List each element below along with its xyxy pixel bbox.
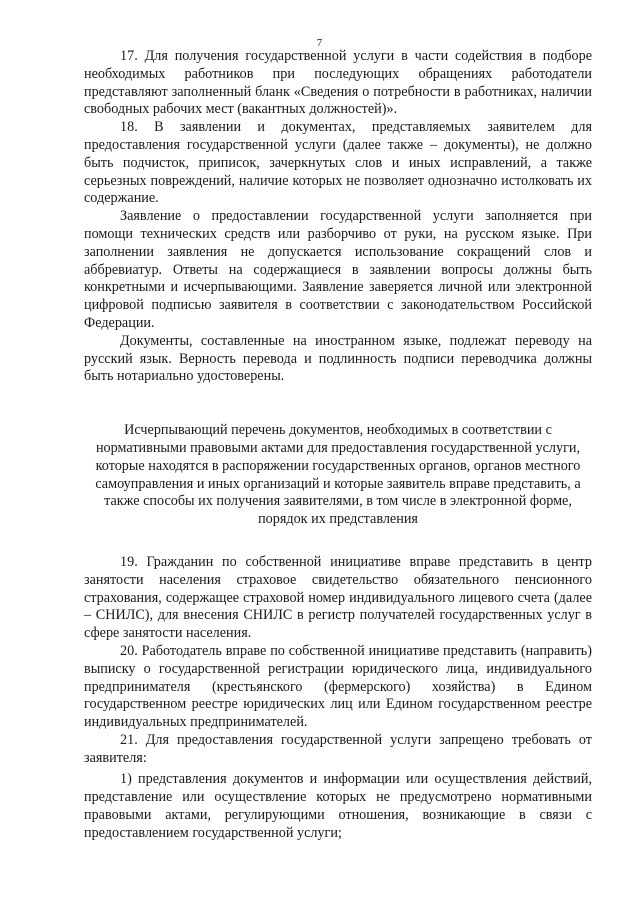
paragraph-21: 21. Для предоставления государственной услуги запрещено требовать от заявителя: <box>84 731 592 766</box>
section-heading: Исчерпывающий перечень документов, необходимых в соответствии с нормативными правовыми актами для предоставления государственной услуги, которые находятся в распоряжении государственных органов, органов местного самоуправления и иных организаций и которые заявитель вправе представить, а также способы их получения заявителями, в том числе в электронной форме, порядок их представления <box>95 422 581 528</box>
paragraph-application-filling: Заявление о предоставлении государственной услуги заполняется при помощи технических средств или разборчиво от руки, на русском языке. При заполнении заявления не допускается использование сокращений слов и аббревиатур. Ответы на содержащиеся в заявлении вопросы должны быть конкретными и исчерпывающими. Заявление заверяется личной или электронной цифровой подписью заявителя в соответствии с законодательством Российской Федерации. <box>84 208 592 331</box>
paragraph-17: 17. Для получения государственной услуги в части содействия в подборе необходимых работников при последующих обращениях работодатели представляют заполненный бланк «Сведения о потребности в работниках, наличии свободных рабочих мест (вакантных должностей)». <box>84 48 592 118</box>
paragraph-20: 20. Работодатель вправе по собственной инициативе представить (направить) выписку о государственной регистрации юридического лица, индивидуального предпринимателя (крестьянского (фермерского) хозяйства) в Едином государственном реестре юридических лиц или Едином государственном реестре индивидуальных предпринимателей. <box>84 642 592 731</box>
paragraph-18: 18. В заявлении и документах, представляемых заявителем для предоставления государственной услуги (далее также – документы), не должно быть подчисток, приписок, зачеркнутых слов и иных исправлений, а также серьезных повреждений, наличие которых не позволяет однозначно истолковать их содержание. <box>84 119 592 207</box>
document-body <box>84 48 592 843</box>
paragraph-21-item-1: 1) представления документов и информации или осуществления действий, представление или осуществление которых не предусмотрено нормативными правовыми актами, регулирующими отношения, возникающие в связи с предоставлением государственной услуги; <box>84 771 592 841</box>
paragraph-19: 19. Гражданин по собственной инициативе вправе представить в центр занятости населения страховое свидетельство обязательного пенсионного страхования, содержащее страховой номер индивидуального лицевого счета (далее – СНИЛС), для внесения СНИЛС в регистр получателей государственных услуг в сфере занятости населения. <box>84 553 592 642</box>
paragraph-foreign-documents: Документы, составленные на иностранном языке, подлежат переводу на русский язык. Верность перевода и подлинность подписи переводчика должны быть нотариально удостоверены. <box>84 332 592 385</box>
page-number: 7 <box>316 37 323 49</box>
